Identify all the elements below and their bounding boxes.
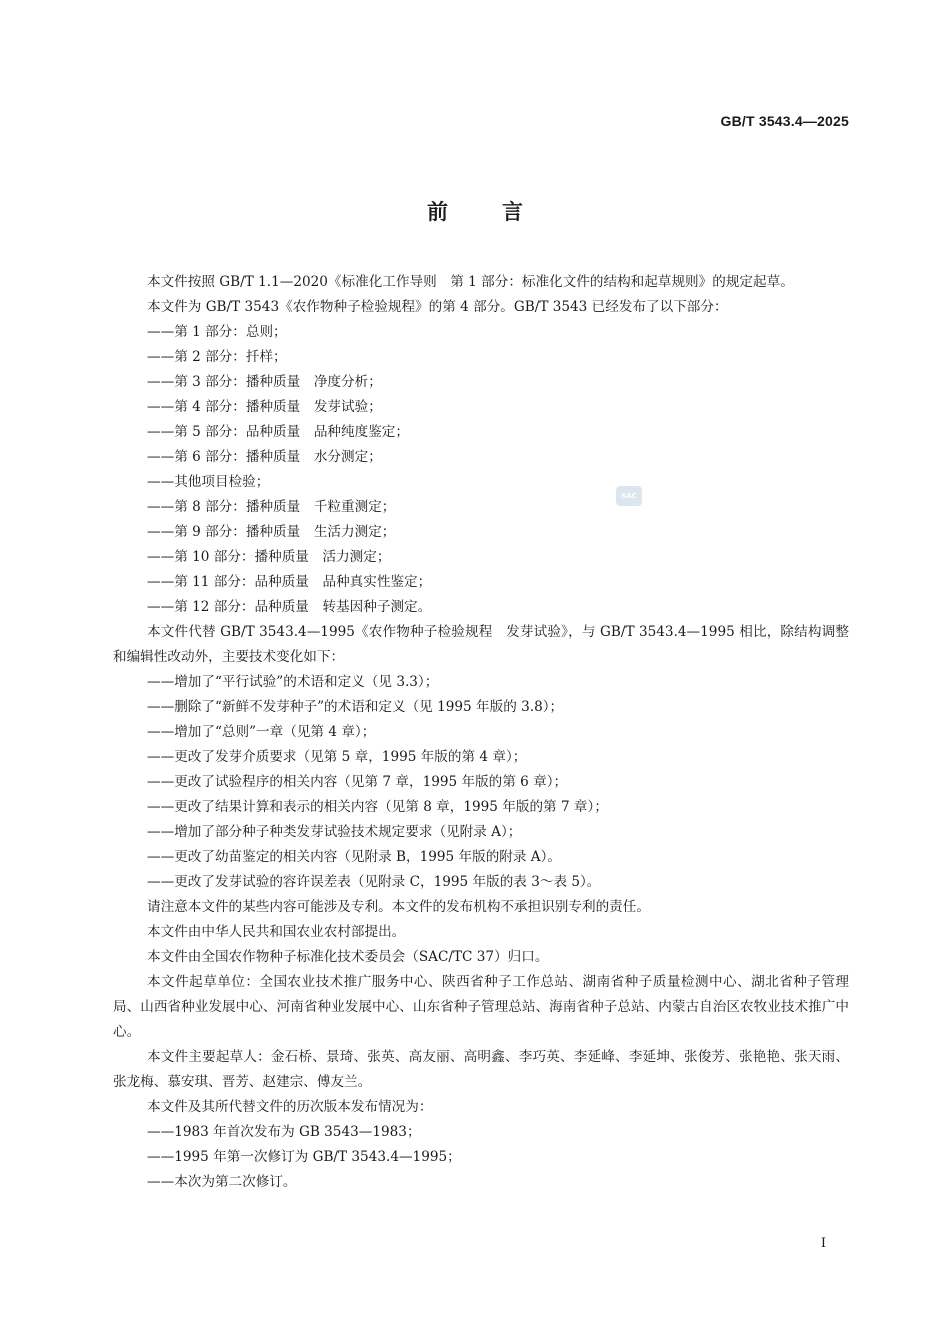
sac-watermark-logo: SAC — [616, 486, 642, 506]
list-item: ——第 3 部分：播种质量 净度分析； — [147, 374, 382, 390]
paragraph: 本文件代替 GB/T 3543.4—1995《农作物种子检验规程 发芽试验》，与 GB/T 3543.4—1995 相比，除结构调整和编辑性改动外，主要技术变化如下： — [113, 624, 849, 665]
list-item: ——第 12 部分：品种质量 转基因种子测定。 — [147, 599, 432, 615]
list-item: ——增加了部分种子种类发芽试验技术规定要求（见附录 A）； — [147, 824, 522, 840]
paragraph: 本文件及其所代替文件的历次版本发布情况为： — [147, 1099, 433, 1115]
paragraph: 请注意本文件的某些内容可能涉及专利。本文件的发布机构不承担识别专利的责任。 — [147, 899, 650, 915]
list-item: ——1983 年首次发布为 GB 3543—1983； — [147, 1124, 421, 1140]
paragraph: 本文件由中华人民共和国农业农村部提出。 — [147, 924, 406, 940]
page-number: I — [820, 1236, 826, 1251]
list-item: ——第 11 部分：品种质量 品种真实性鉴定； — [147, 574, 432, 590]
standard-code: GB/T 3543.4—2025 — [720, 113, 849, 129]
list-item: ——第 9 部分：播种质量 生活力测定； — [147, 524, 396, 540]
list-item: ——更改了发芽试验的容许误差表（见附录 C，1995 年版的表 3～表 5）。 — [147, 874, 601, 890]
list-item: ——更改了结果计算和表示的相关内容（见第 8 章，1995 年版的第 7 章）； — [147, 799, 608, 815]
paragraph: 本文件主要起草人：金石桥、景琦、张英、高友丽、高明鑫、李巧英、李延峰、李延坤、张俊芳、张艳艳、张天雨、张龙梅、慕安琪、晋芳、赵建宗、傅友兰。 — [113, 1049, 849, 1090]
list-item: ——1995 年第一次修订为 GB/T 3543.4—1995； — [147, 1149, 461, 1165]
list-item: ——其他项目检验； — [147, 474, 270, 490]
paragraph: 本文件起草单位：全国农业技术推广服务中心、陕西省种子工作总站、湖南省种子质量检测中心、湖北省种子管理局、山西省种业发展中心、河南省种业发展中心、山东省种子管理总站、海南省种子总站、内蒙古自治区农牧业技术推广中心。 — [113, 974, 849, 1040]
list-item: ——增加了“平行试验”的术语和定义（见 3.3）； — [147, 674, 439, 690]
paragraph: 本文件由全国农作物种子标准化技术委员会（SAC/TC 37）归口。 — [147, 949, 549, 965]
list-item: ——增加了“总则”一章（见第 4 章）； — [147, 724, 376, 740]
page-title: 前言 — [427, 200, 577, 224]
list-item: ——第 5 部分：品种质量 品种纯度鉴定； — [147, 424, 409, 440]
list-item: ——第 1 部分：总则； — [147, 324, 287, 340]
list-item: ——更改了发芽介质要求（见第 5 章，1995 年版的第 4 章）； — [147, 749, 527, 765]
paragraph: 本文件按照 GB/T 1.1—2020《标准化工作导则 第 1 部分：标准化文件的结构和起草规则》的规定起草。 — [147, 274, 794, 290]
list-item: ——第 8 部分：播种质量 千粒重测定； — [147, 499, 396, 515]
list-item: ——第 6 部分：播种质量 水分测定； — [147, 449, 382, 465]
list-item: ——第 2 部分：扦样； — [147, 349, 287, 365]
list-item: ——更改了幼苗鉴定的相关内容（见附录 B，1995 年版的附录 A）。 — [147, 849, 562, 865]
list-item: ——删除了“新鲜不发芽种子”的术语和定义（见 1995 年版的 3.8）； — [147, 699, 564, 715]
list-item: ——本次为第二次修订。 — [147, 1174, 297, 1190]
paragraph: 本文件为 GB/T 3543《农作物种子检验规程》的第 4 部分。GB/T 3543 已经发布了以下部分： — [147, 299, 728, 315]
list-item: ——更改了试验程序的相关内容（见第 7 章，1995 年版的第 6 章）； — [147, 774, 568, 790]
list-item: ——第 4 部分：播种质量 发芽试验； — [147, 399, 382, 415]
list-item: ——第 10 部分：播种质量 活力测定； — [147, 549, 391, 565]
foreword-body — [113, 270, 849, 1195]
